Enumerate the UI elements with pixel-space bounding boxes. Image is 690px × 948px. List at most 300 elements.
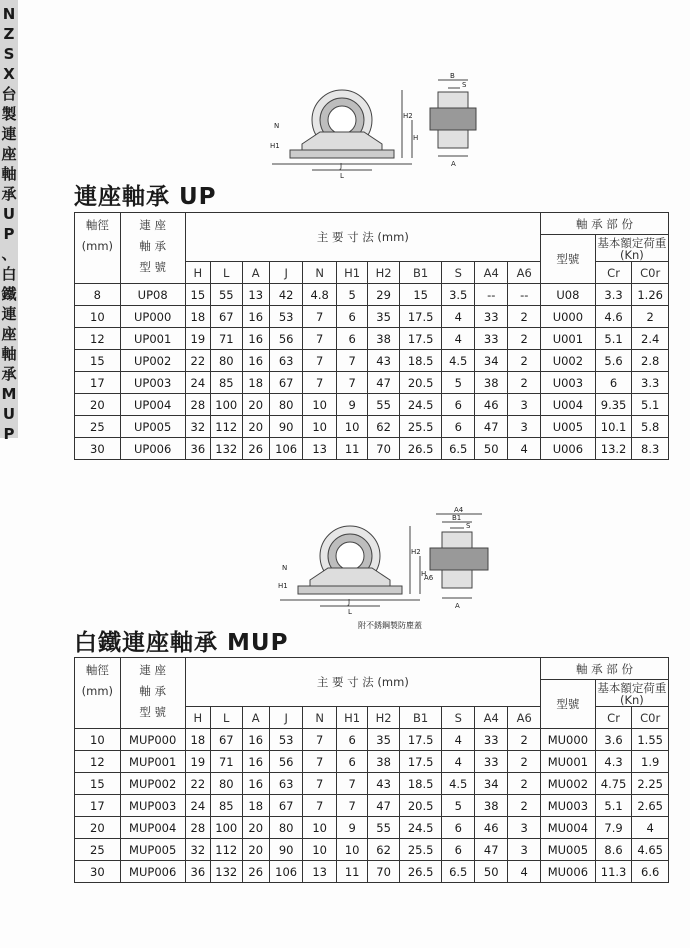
mup-hdr-dim: A4 [474, 707, 508, 729]
dim-cell: 3.5 [442, 284, 474, 306]
dim-cell: 62 [368, 416, 399, 438]
dim-cell: 2 [508, 350, 541, 372]
mup-hdr-dim: H1 [336, 707, 367, 729]
model-cell: UP001 [120, 328, 185, 350]
table-row [75, 839, 669, 861]
mup-hdr-load-label: 基本額定荷重 [597, 681, 667, 695]
dim-cell: 85 [211, 795, 242, 817]
mup-side-label-s: S [466, 522, 471, 530]
mup-front-label-h2: H2 [411, 548, 421, 556]
dim-cell: 5 [442, 795, 474, 817]
shaft-dia-cell: 20 [75, 394, 121, 416]
dim-cell: 18 [185, 729, 210, 751]
dim-cell: 2 [508, 773, 541, 795]
cor-cell: 5.1 [632, 394, 669, 416]
dim-cell: 10 [336, 839, 367, 861]
dim-cell: 67 [211, 306, 242, 328]
mup-side-diagram [424, 506, 494, 610]
dim-cell: 6 [442, 394, 474, 416]
shaft-dia-cell: 30 [75, 861, 121, 883]
shaft-dia-cell: 20 [75, 817, 121, 839]
dim-cell: 6 [442, 416, 474, 438]
mup-hdr-shaft [75, 658, 121, 729]
dim-cell: 26.5 [399, 438, 442, 460]
up-hdr-cor: C0r [632, 262, 669, 284]
dim-cell: 80 [211, 350, 242, 372]
dim-cell: 4 [508, 438, 541, 460]
dim-cell: 38 [368, 751, 399, 773]
dim-cell: 7 [303, 372, 337, 394]
mup-hdr-cr: Cr [595, 707, 632, 729]
dim-cell: 7 [336, 350, 367, 372]
dim-cell: 3 [508, 416, 541, 438]
dim-cell: 28 [185, 394, 210, 416]
cr-cell: 3.3 [595, 284, 632, 306]
cor-cell: 1.9 [632, 751, 669, 773]
dim-cell: 16 [242, 729, 269, 751]
dim-cell: 80 [269, 817, 303, 839]
dim-cell: 55 [368, 817, 399, 839]
dim-cell: 4 [442, 328, 474, 350]
dim-cell: 16 [242, 350, 269, 372]
mup-hdr-lian: 連 座 [139, 663, 166, 677]
model-cell: UP002 [120, 350, 185, 372]
dim-cell: 2 [508, 306, 541, 328]
dim-cell: 7 [303, 773, 337, 795]
mup-hdr-dim: L [211, 707, 242, 729]
model-cell: MUP006 [120, 861, 185, 883]
dim-cell: 100 [211, 394, 242, 416]
dim-cell: 20 [242, 817, 269, 839]
up-side-diagram [424, 70, 484, 170]
up-hdr-dim: N [303, 262, 337, 284]
dim-cell: 100 [211, 817, 242, 839]
mup-hdr-dim: A6 [508, 707, 541, 729]
cr-cell: 3.6 [595, 729, 632, 751]
mup-front-label-h: H [421, 570, 427, 578]
bearing-model-cell: MU001 [540, 751, 595, 773]
mup-hdr-bearing-model: 型號 [540, 680, 595, 729]
bearing-model-cell: MU002 [540, 773, 595, 795]
bearing-model-cell: U004 [540, 394, 595, 416]
cr-cell: 13.2 [595, 438, 632, 460]
mup-hdr-dim: H [185, 707, 210, 729]
model-cell: UP003 [120, 372, 185, 394]
model-cell: UP004 [120, 394, 185, 416]
up-hdr-dim: A6 [508, 262, 541, 284]
up-hdr-dim: B1 [399, 262, 442, 284]
dim-cell: 7 [303, 350, 337, 372]
mup-hdr-shaft-unit: (mm) [81, 684, 114, 698]
dim-cell: 4 [442, 306, 474, 328]
table-row [75, 284, 669, 306]
mup-hdr-dim: N [303, 707, 337, 729]
bearing-model-cell: U003 [540, 372, 595, 394]
dim-cell: 4.5 [442, 773, 474, 795]
dim-cell: 7 [336, 773, 367, 795]
dim-cell: 3 [508, 817, 541, 839]
dim-cell: 35 [368, 729, 399, 751]
dim-cell: 24.5 [399, 394, 442, 416]
model-cell: MUP000 [120, 729, 185, 751]
dim-cell: 46 [474, 817, 508, 839]
dim-cell: 106 [269, 861, 303, 883]
bearing-model-cell: MU005 [540, 839, 595, 861]
dim-cell: 7 [303, 795, 337, 817]
cr-cell: 4.6 [595, 306, 632, 328]
dim-cell: 9 [336, 817, 367, 839]
dim-cell: 33 [474, 328, 508, 350]
mup-hdr-model: 型 號 [139, 705, 166, 719]
mup-front-label-h1: H1 [278, 582, 288, 590]
shaft-dia-cell: 17 [75, 372, 121, 394]
mup-hdr-dim: S [442, 707, 474, 729]
cr-cell: 4.75 [595, 773, 632, 795]
dim-cell: 25.5 [399, 416, 442, 438]
dim-cell: 6.5 [442, 861, 474, 883]
table-row [75, 817, 669, 839]
dim-cell: 20.5 [399, 372, 442, 394]
dim-cell: 32 [185, 416, 210, 438]
dim-cell: 47 [474, 839, 508, 861]
up-front-label-h2: H2 [403, 112, 413, 120]
dim-cell: 7 [336, 795, 367, 817]
dim-cell: 71 [211, 328, 242, 350]
up-hdr-cr: Cr [595, 262, 632, 284]
dim-cell: 35 [368, 306, 399, 328]
dim-cell: 63 [269, 773, 303, 795]
model-cell: MUP004 [120, 817, 185, 839]
dim-cell: 7 [336, 372, 367, 394]
bearing-model-cell: U002 [540, 350, 595, 372]
dim-cell: 17.5 [399, 306, 442, 328]
dim-cell: 67 [269, 795, 303, 817]
cor-cell: 2.65 [632, 795, 669, 817]
up-hdr-shaft-unit: (mm) [81, 239, 114, 253]
bearing-model-cell: MU004 [540, 817, 595, 839]
up-table-body [75, 284, 669, 460]
mup-side-label-b1: B1 [452, 514, 462, 522]
cor-cell: 4 [632, 817, 669, 839]
dim-cell: 19 [185, 328, 210, 350]
dim-cell: 13 [303, 438, 337, 460]
mup-side-label-a4: A4 [454, 506, 464, 514]
dim-cell: 18 [242, 795, 269, 817]
dim-cell: 42 [269, 284, 303, 306]
dim-cell: 26 [242, 438, 269, 460]
up-hdr-dim: H [185, 262, 210, 284]
up-hdr-shaft [75, 213, 121, 284]
dim-cell: 20 [242, 394, 269, 416]
up-hdr-dim: H1 [336, 262, 367, 284]
dim-cell: 4 [442, 751, 474, 773]
table-row [75, 328, 669, 350]
up-side-label-a: A [451, 160, 456, 168]
dim-cell: 24.5 [399, 817, 442, 839]
up-front-diagram [262, 82, 422, 182]
dim-cell: 19 [185, 751, 210, 773]
table-row [75, 416, 669, 438]
dim-cell: 26 [242, 861, 269, 883]
up-front-label-l: L [340, 172, 344, 180]
dim-cell: 36 [185, 438, 210, 460]
mup-hdr-cor: C0r [632, 707, 669, 729]
up-side-label-s: S [462, 81, 467, 89]
bearing-model-cell: MU000 [540, 729, 595, 751]
model-cell: MUP001 [120, 751, 185, 773]
dim-cell: 55 [211, 284, 242, 306]
up-spec-table [74, 212, 669, 460]
cor-cell: 2.4 [632, 328, 669, 350]
dim-cell: 10 [336, 416, 367, 438]
dim-cell: 7 [303, 306, 337, 328]
mup-hdr-load-unit: (Kn) [619, 693, 644, 707]
bearing-model-cell: U005 [540, 416, 595, 438]
dim-cell: 13 [303, 861, 337, 883]
up-front-label-h: H [413, 134, 419, 142]
mup-hdr-model-col [120, 658, 185, 729]
table-row [75, 795, 669, 817]
dim-cell: 47 [368, 795, 399, 817]
model-cell: UP006 [120, 438, 185, 460]
up-front-label-j: J [340, 162, 343, 170]
dim-cell: 62 [368, 839, 399, 861]
mup-table-body [75, 729, 669, 883]
model-cell: UP005 [120, 416, 185, 438]
dim-cell: 34 [474, 773, 508, 795]
dim-cell: 10 [303, 394, 337, 416]
dim-cell: 70 [368, 861, 399, 883]
dim-cell: 38 [474, 372, 508, 394]
up-front-label-n: N [274, 122, 280, 130]
dim-cell: 18 [185, 306, 210, 328]
dim-cell: 2 [508, 328, 541, 350]
cor-cell: 2 [632, 306, 669, 328]
dim-cell: 112 [211, 839, 242, 861]
cr-cell: 6 [595, 372, 632, 394]
shaft-dia-cell: 10 [75, 729, 121, 751]
dim-cell: 43 [368, 773, 399, 795]
dim-cell: 38 [368, 328, 399, 350]
dim-cell: 50 [474, 438, 508, 460]
dim-cell: 2 [508, 795, 541, 817]
dim-cell: 16 [242, 751, 269, 773]
dim-cell: 80 [269, 394, 303, 416]
model-cell: MUP002 [120, 773, 185, 795]
dim-cell: 18.5 [399, 350, 442, 372]
up-hdr-load-unit: (Kn) [619, 248, 644, 262]
mup-hdr-bearing-part: 軸 承 部 份 [540, 658, 668, 680]
mup-side-label-a6: A6 [424, 574, 434, 582]
up-hdr-load [595, 235, 668, 262]
bearing-model-cell: MU003 [540, 795, 595, 817]
dim-cell: 22 [185, 773, 210, 795]
dim-cell: 32 [185, 839, 210, 861]
cr-cell: 9.35 [595, 394, 632, 416]
cr-cell: 4.3 [595, 751, 632, 773]
dim-cell: 53 [269, 306, 303, 328]
dim-cell: 6 [442, 839, 474, 861]
dim-cell: 16 [242, 773, 269, 795]
up-hdr-dim: J [269, 262, 303, 284]
up-hdr-dim: H2 [368, 262, 399, 284]
mup-hdr-dim: J [269, 707, 303, 729]
cor-cell: 2.8 [632, 350, 669, 372]
cr-cell: 5.6 [595, 350, 632, 372]
dim-cell: 24 [185, 795, 210, 817]
dim-cell: 25.5 [399, 839, 442, 861]
bearing-model-cell: U001 [540, 328, 595, 350]
dim-cell: 46 [474, 394, 508, 416]
dim-cell: 2 [508, 372, 541, 394]
dim-cell: 5 [336, 284, 367, 306]
dim-cell: 4.8 [303, 284, 337, 306]
dim-cell: 36 [185, 861, 210, 883]
bearing-model-cell: U006 [540, 438, 595, 460]
up-hdr-model: 型 號 [139, 260, 166, 274]
dim-cell: 17.5 [399, 751, 442, 773]
cor-cell: 2.25 [632, 773, 669, 795]
dim-cell: 6 [442, 817, 474, 839]
table-row [75, 773, 669, 795]
dim-cell: 6 [336, 729, 367, 751]
bearing-model-cell: U08 [540, 284, 595, 306]
cor-cell: 6.6 [632, 861, 669, 883]
mup-hdr-zhou: 軸 承 [139, 684, 166, 698]
dim-cell: 17.5 [399, 729, 442, 751]
dim-cell: 4 [442, 729, 474, 751]
dim-cell: 47 [474, 416, 508, 438]
up-hdr-dim: A4 [474, 262, 508, 284]
shaft-dia-cell: 30 [75, 438, 121, 460]
dim-cell: 47 [368, 372, 399, 394]
dim-cell: 2 [508, 729, 541, 751]
dim-cell: 20 [242, 416, 269, 438]
dim-cell: 67 [211, 729, 242, 751]
shaft-dia-cell: 15 [75, 350, 121, 372]
dim-cell: 10 [303, 839, 337, 861]
dim-cell: 63 [269, 350, 303, 372]
table-row [75, 394, 669, 416]
up-hdr-dim: L [211, 262, 242, 284]
shaft-dia-cell: 25 [75, 839, 121, 861]
dim-cell: -- [508, 284, 541, 306]
dim-cell: 2 [508, 751, 541, 773]
dim-cell: 10 [303, 416, 337, 438]
bearing-model-cell: U000 [540, 306, 595, 328]
mup-front-label-n: N [282, 564, 288, 572]
dim-cell: 38 [474, 795, 508, 817]
dim-cell: 7 [303, 751, 337, 773]
table-row [75, 372, 669, 394]
shaft-dia-cell: 10 [75, 306, 121, 328]
dim-cell: 28 [185, 817, 210, 839]
shaft-dia-cell: 12 [75, 328, 121, 350]
dim-cell: 29 [368, 284, 399, 306]
table-row [75, 751, 669, 773]
dim-cell: 132 [211, 438, 242, 460]
dim-cell: 132 [211, 861, 242, 883]
up-section-title: 連座軸承 UP [74, 184, 217, 210]
dim-cell: 4.5 [442, 350, 474, 372]
mup-caption: 附不銹鋼製防塵蓋 [358, 621, 422, 630]
cor-cell: 3.3 [632, 372, 669, 394]
dim-cell: 15 [399, 284, 442, 306]
dim-cell: 11 [336, 438, 367, 460]
up-hdr-zhou: 軸 承 [139, 239, 166, 253]
up-hdr-dim: A [242, 262, 269, 284]
dim-cell: 11 [336, 861, 367, 883]
dim-cell: 50 [474, 861, 508, 883]
bearing-model-cell: MU006 [540, 861, 595, 883]
dim-cell: 3 [508, 839, 541, 861]
dim-cell: 43 [368, 350, 399, 372]
table-row [75, 438, 669, 460]
cr-cell: 7.9 [595, 817, 632, 839]
dim-cell: 6 [336, 306, 367, 328]
dim-cell: 33 [474, 306, 508, 328]
side-vertical-label: N Z S X 台 製 連 座 軸 承 U P 、 白 鐵 連 座 軸 承 M U P [1, 5, 17, 443]
cr-cell: 10.1 [595, 416, 632, 438]
dim-cell: 6 [336, 751, 367, 773]
dim-cell: 20 [242, 839, 269, 861]
up-hdr-dim: S [442, 262, 474, 284]
dim-cell: 70 [368, 438, 399, 460]
dim-cell: 71 [211, 751, 242, 773]
dim-cell: 18.5 [399, 773, 442, 795]
dim-cell: 80 [211, 773, 242, 795]
mup-front-label-j: J [348, 598, 351, 606]
mup-hdr-dim: A [242, 707, 269, 729]
dim-cell: 6.5 [442, 438, 474, 460]
mup-front-label-l: L [348, 608, 352, 616]
dim-cell: 22 [185, 350, 210, 372]
mup-hdr-load [595, 680, 668, 707]
shaft-dia-cell: 12 [75, 751, 121, 773]
dim-cell: 90 [269, 839, 303, 861]
dim-cell: -- [474, 284, 508, 306]
mup-spec-table [74, 657, 669, 883]
dim-cell: 33 [474, 751, 508, 773]
table-row [75, 861, 669, 883]
dim-cell: 24 [185, 372, 210, 394]
up-hdr-shaft-label: 軸徑 [85, 218, 109, 232]
mup-side-label-a: A [455, 602, 460, 610]
model-cell: UP08 [120, 284, 185, 306]
dim-cell: 6 [336, 328, 367, 350]
cr-cell: 8.6 [595, 839, 632, 861]
cor-cell: 4.65 [632, 839, 669, 861]
up-hdr-bearing-model: 型號 [540, 235, 595, 284]
dim-cell: 85 [211, 372, 242, 394]
dim-cell: 15 [185, 284, 210, 306]
dim-cell: 56 [269, 751, 303, 773]
dim-cell: 106 [269, 438, 303, 460]
dim-cell: 33 [474, 729, 508, 751]
dim-cell: 9 [336, 394, 367, 416]
up-hdr-main-dims: 主 要 寸 法 (mm) [185, 213, 540, 262]
up-hdr-lian: 連 座 [139, 218, 166, 232]
shaft-dia-cell: 15 [75, 773, 121, 795]
dim-cell: 55 [368, 394, 399, 416]
cor-cell: 1.26 [632, 284, 669, 306]
dim-cell: 26.5 [399, 861, 442, 883]
shaft-dia-cell: 8 [75, 284, 121, 306]
dim-cell: 20.5 [399, 795, 442, 817]
table-row [75, 350, 669, 372]
dim-cell: 112 [211, 416, 242, 438]
cr-cell: 11.3 [595, 861, 632, 883]
